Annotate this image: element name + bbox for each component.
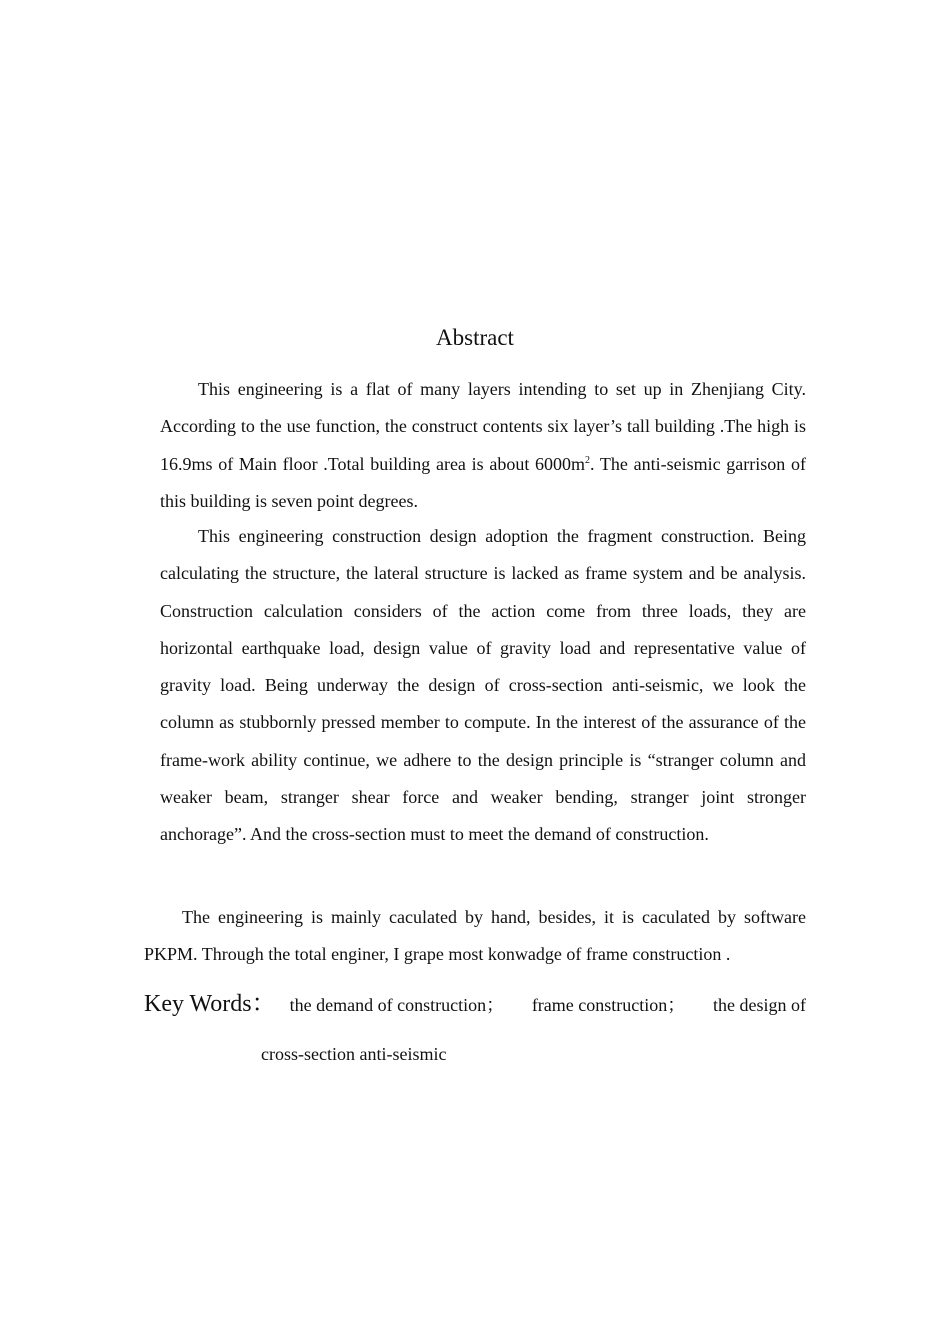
abstract-paragraph-1-text: This engineering is a flat of many layers intending to set up in Zhenjiang City. According to the use function, the construct contents six layer’s tall building .The high is 16.9ms of Main floor .Total building area is about 6000m	[160, 379, 806, 474]
keywords-line	[144, 986, 806, 1023]
keyword-3-continuation: cross-section anti-seismic	[261, 1044, 447, 1064]
abstract-paragraph-1-tail: . The anti-seismic garrison of this building is seven point degrees.	[160, 453, 806, 511]
abstract-title: Abstract	[436, 325, 514, 350]
keyword-2: frame construction；	[531, 995, 686, 1015]
abstract-paragraph-2: This engineering construction design adoption the fragment construction. Being calculating the structure, the lateral structure is lacked as frame system and be analysis. Construction calculation considers of the action come from three loads, they are horizontal earthquake load, design value of gravity load and representative value of gravity load. Being underway the design of cross-section anti-seismic, we look the column as stubbornly pressed member to compute. In the interest of the assurance of the frame-work ability continue, we adhere to the design principle is “stranger column and weaker beam, stranger shear force and weaker bending, stranger joint stronger anchorage”. And the cross-section must to meet the demand of construction.	[160, 526, 806, 845]
keywords-items	[290, 987, 806, 1023]
abstract-paragraph-3: The engineering is mainly caculated by hand, besides, it is caculated by software PKPM. Through the total enginer, I grape most konwadge of frame construction .	[144, 907, 806, 965]
keywords-label: Key Words：	[144, 991, 276, 1017]
abstract-paragraph-1	[160, 371, 806, 520]
area-unit-superscript: 2	[585, 454, 591, 466]
keyword-3: the design of	[713, 995, 806, 1015]
keyword-1: the demand of construction；	[289, 995, 505, 1015]
